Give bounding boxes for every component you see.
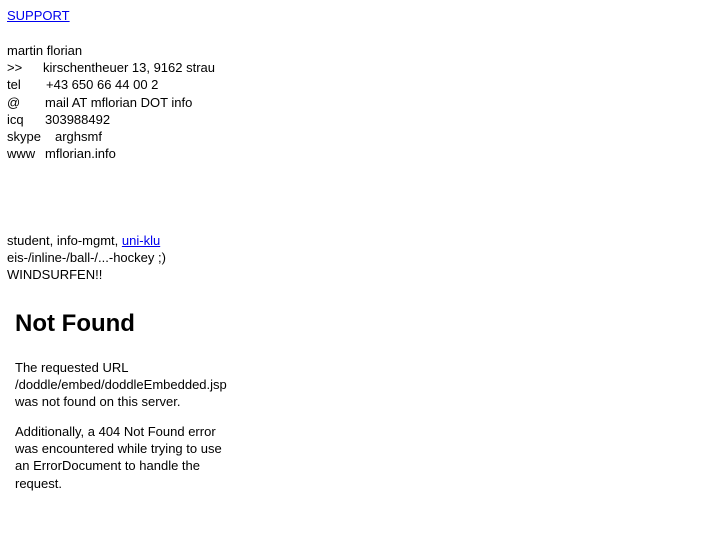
address-label: >> [7, 60, 23, 76]
skype-value: arghsmf [55, 128, 102, 144]
about-line-study [7, 232, 166, 249]
www-label: www [7, 146, 36, 162]
error-message-line: /doddle/embed/doddleEmbedded.jsp [15, 377, 227, 393]
error-additional-line: an ErrorDocument to handle the [15, 458, 200, 474]
email-label: @ [7, 94, 21, 110]
email-value: mail AT mflorian DOT info [45, 94, 193, 110]
error-message-line: was not found on this server. [15, 394, 181, 410]
skype-label: skype [7, 128, 41, 144]
error-message-line: The requested URL [15, 360, 129, 375]
error-message [15, 359, 235, 411]
contact-name: martin florian [7, 43, 83, 58]
contact-row-icq [7, 111, 215, 128]
contact-row-address [7, 59, 215, 76]
phone-label: tel [7, 77, 21, 93]
embedded-error-frame [7, 297, 235, 507]
about-line-windsurfen: WINDSURFEN!! [7, 267, 103, 283]
contact-block [7, 42, 215, 162]
about-line-hockey: eis-/inline-/ball-/...-hockey ;) [7, 250, 166, 266]
error-additional-line: request. [15, 475, 62, 491]
error-additional-message [15, 423, 235, 492]
uni-klu-link[interactable]: uni-klu [121, 233, 161, 248]
about-block [7, 232, 166, 284]
error-additional-line: was encountered while trying to use [15, 441, 222, 457]
error-additional-line: Additionally, a 404 Not Found error [15, 424, 216, 439]
icq-label: icq [7, 111, 24, 127]
contact-row-www [7, 145, 215, 162]
www-value: mflorian.info [45, 146, 116, 162]
error-title: Not Found [15, 310, 135, 337]
icq-value: 303988492 [45, 111, 111, 127]
support-link[interactable]: SUPPORT [7, 8, 70, 23]
address-value: kirschentheuer 13, 9162 strau [43, 60, 215, 76]
about-study-text: student, info-mgmt, [7, 233, 122, 248]
contact-row-skype [7, 128, 215, 145]
contact-row-email [7, 94, 215, 111]
phone-value: +43 650 66 44 00 2 [46, 77, 159, 93]
contact-row-phone [7, 76, 215, 93]
